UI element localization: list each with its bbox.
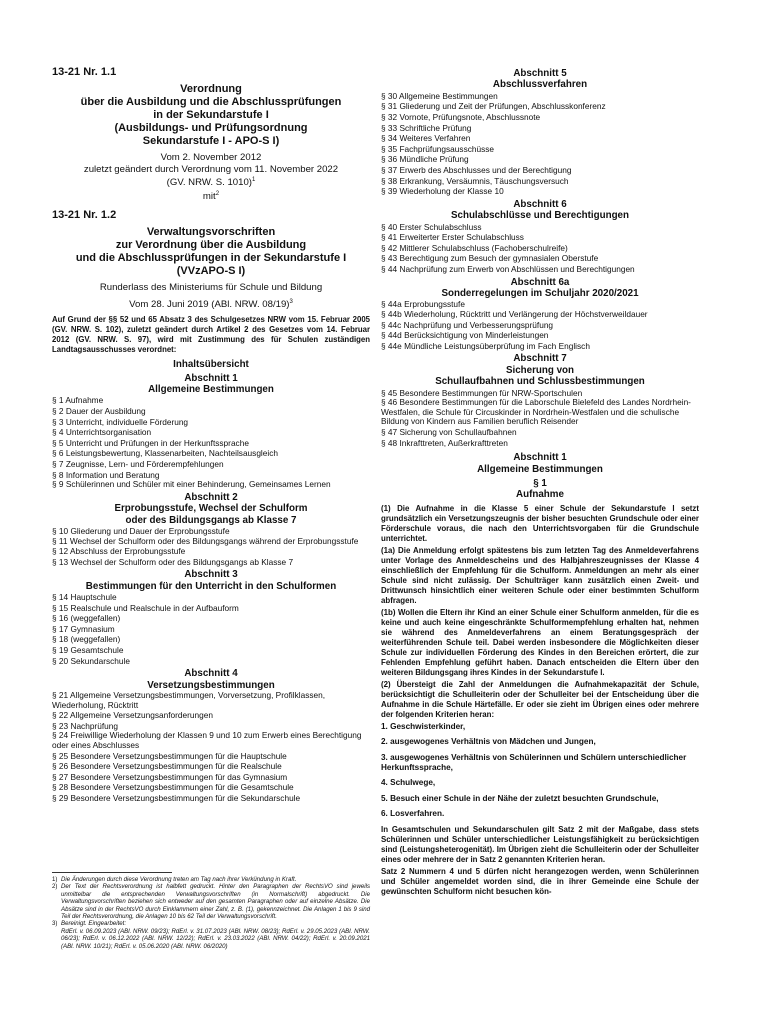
body-paragraph: (1a) Die Anmeldung erfolgt spätestens bis zum letzten Tag des Anmeldeverfahrens unter Vorlage des Anmeldescheins und des Halbjahreszeugnisses der Klasse 4 einschließlich der Empfehlung für die Schulform. Anmeldungen an mehr als einer Schule sind nicht zulässig. Der Schulträger kann zusätzlich einen Zweit- und Drittwunsch hinsichtlich einer weiteren Schule oder einer bestimmten Schulform abfragen. (381, 545, 699, 605)
footnote-rule (52, 872, 172, 873)
toc-entry: § 24 Freiwillige Wiederholung der Klassen 9 und 10 zum Erwerb eines Berechtigung oder eines Abschlusses (52, 730, 362, 751)
section-heading: Abschnitt 4 Versetzungsbestimmungen (147, 668, 275, 691)
footnote-text: Die Änderungen durch diese Verordnung treten am Tag nach ihrer Verkündung in Kraft. (61, 876, 297, 883)
toc-entry: § 44a Erprobungsstufe (381, 299, 465, 310)
footnote-number: 3) (52, 920, 58, 928)
toc-entry: § 3 Unterricht, individuelle Förderung (52, 416, 189, 427)
toc-entry: § 38 Erkrankung, Versäumnis, Täuschungsversuch (381, 175, 569, 186)
toc-entry: § 32 Vornote, Prüfungsnote, Abschlussnote (381, 112, 541, 122)
body-paragraph: Satz 2 Nummern 4 und 5 dürfen nicht herangezogen werden, wenn Schülerinnen und Schüler angemeldet worden sind, die in ihrer Gemeinde eine Schule der gewünschten Schulform nicht besuchen kön- (381, 866, 699, 896)
doc1-id: 13-21 Nr. 1.1 (52, 66, 117, 78)
toc-entry: § 7 Zeugnisse, Lern- und Förderempfehlungen (52, 458, 224, 469)
toc-entry: § 31 Gliederung und Zeit der Prüfungen, Abschlusskonferenz (381, 101, 606, 112)
toc-entry: § 22 Allgemeine Versetzungsanforderungen (52, 710, 213, 721)
toc-entry: § 45 Besondere Bestimmungen für NRW-Sportschulen (381, 387, 583, 398)
section-heading: Abschnitt 5 Abschlussverfahren (492, 68, 588, 91)
left-toc (52, 373, 370, 804)
doc1-mit (52, 189, 370, 203)
toc-entry: § 39 Wiederholung der Klasse 10 (381, 186, 504, 197)
doc2-date (52, 297, 370, 311)
toc-entry: § 41 Erweiterter Erster Schulabschluss (381, 232, 524, 243)
body-paragraphs (381, 504, 699, 720)
toc-entry: § 12 Abschluss der Erprobungsstufe (52, 546, 186, 557)
toc-entry: § 10 Gliederung und Dauer der Erprobungsstufe (52, 525, 230, 536)
footnote (52, 920, 370, 950)
section-heading: Abschnitt 3 Bestimmungen für den Unterricht in den Schulformen (85, 569, 337, 592)
toc-entry: § 9 Schülerinnen und Schüler mit einer Behinderung, Gemeinsames Lernen (52, 479, 331, 490)
doc1-gv (52, 175, 370, 189)
criteria-item: 6. Losverfahren. (381, 809, 445, 819)
criteria-item: 4. Schulwege, (381, 778, 436, 788)
doc1-gv-text: (GV. NRW. S. 1010) (166, 177, 252, 189)
toc-entry: § 2 Dauer der Ausbildung (52, 405, 146, 416)
toc-entry: § 13 Wechsel der Schulform oder des Bildungsgangs ab Klasse 7 (52, 556, 294, 567)
footnote-text: Bereinigt. Eingearbeitet: RdErl. v. 06.09.2023 (ABl. NRW. 09/23); RdErl. v. 31.07.2023 (ABl. NRW. 08/23); RdErl. v. 29.05.2023 (ABl. NRW. 06/23); RdErl. v. 06.12.2022 (ABl. NRW. 12/22); RdErl. v. 23.03.2022 (ABl. NRW. 04/22); RdErl. v. 20.09.2021 (ABl. NRW. 10/21); RdErl. v. 05.06.2020 (ABl. NRW. 06/2020) (61, 920, 370, 950)
section-heading: Abschnitt 6a Sonderregelungen im Schuljahr 2020/2021 (441, 276, 639, 299)
footnote (52, 876, 370, 883)
toc-entry: § 29 Besondere Versetzungsbestimmungen für die Sekundarschule (52, 793, 301, 803)
toc-entry: § 34 Weiteres Verfahren (381, 133, 471, 144)
part-heading: Abschnitt 1 Allgemeine Bestimmungen (477, 452, 603, 475)
footnote-ref-2: 2 (215, 190, 220, 197)
footnote-text: Der Text der Rechtsverordnung ist halbfett gedruckt. Hinter den Paragraphen der RechtsVO sind jeweils unmittelbar die entsprechenden Verwaltungsvorschriften (in Normalschrift) abgedruckt. Die Verwaltungsvorschriften beziehen sich entweder auf den gesamten Paragraphen oder auf einzelne Absätze. Die Absätze sind in der RechtsVO durch Einklammern einer Zahl, z. B. (1), gekennzeichnet. Die Anlagen 1 bis 9 sind Teil der Rechtsverordnung, die Anlagen 10 bis 62 Teil der Verwaltungsvorschrift. (61, 883, 370, 921)
doc1-title: Verordnung über die Ausbildung und die Abschlussprüfungen in der Sekundarstufe I (Ausbildungs- und Prüfungsordnung Sekundarstufe I - APO-S I) (80, 83, 342, 147)
toc-entry: § 33 Schriftliche Prüfung (381, 122, 472, 133)
toc-entry: § 30 Allgemeine Bestimmungen (381, 90, 498, 101)
after-paragraphs (381, 825, 699, 897)
toc-entry: § 43 Berechtigung zum Besuch der gymnasialen Oberstufe (381, 253, 599, 264)
criteria-item: 2. ausgewogenes Verhältnis von Mädchen und Jungen, (381, 737, 596, 747)
footnote-number: 1) (52, 876, 58, 883)
toc-entry: § 42 Mittlerer Schulabschluss (Fachoberschulreife) (381, 242, 568, 253)
doc1-mit-text: mit (202, 191, 216, 203)
toc-entry: § 44e Mündliche Leistungsüberprüfung im Fach Englisch (381, 340, 590, 351)
toc-entry: § 11 Wechsel der Schulform oder des Bildungsgangs während der Erprobungsstufe (52, 535, 359, 546)
toc-entry: § 16 (weggefallen) (52, 613, 121, 624)
toc-entry: § 25 Besondere Versetzungsbestimmungen für die Hauptschule (52, 750, 287, 761)
footnote (52, 883, 370, 920)
toc-entry: § 44d Berücksichtigung von Minderleistungen (381, 330, 549, 341)
right-toc (381, 68, 699, 448)
section-heading: Abschnitt 6 Schulabschlüsse und Berechtigungen (450, 198, 629, 222)
criteria-item: 1. Geschwisterkinder, (381, 721, 466, 731)
toc-entry: § 47 Sicherung von Schullaufbahnen (381, 426, 517, 437)
section-heading: Abschnitt 2 Erprobungsstufe, Wechsel der Schulform oder des Bildungsgangs ab Klasse 7 (114, 491, 308, 526)
body-paragraph: (1b) Wollen die Eltern ihr Kind an einer Schule einer Schulform anmelden, für die es keine und auch keine eingeschränkte Schulformempfehlung erhalten hat, nehmen sie während des Anmeldeverfahrens an einem Beratungsgespräch der weiterführenden Schule teil. Dabei werden insbesondere die Möglichkeiten dieser Schule zur individuellen Förderung des Kindes in den Bereichen erörtert, die zur Fehlenden Empfehlung geführt haben. Danach entscheiden die Eltern über den weiteren Bildungsgang ihres Kindes in der Sekundarstufe I. (381, 607, 699, 677)
toc-entry: § 8 Information und Beratung (52, 469, 160, 480)
toc-entry: § 1 Aufnahme (52, 395, 104, 406)
toc-entry: § 14 Hauptschule (52, 592, 117, 603)
toc-entry: § 44b Wiederholung, Rücktritt und Verlängerung der Höchstverweildauer (381, 308, 648, 319)
section-heading: Abschnitt 7 Sicherung von Schullaufbahnen und Schlussbestimmungen (435, 353, 645, 388)
toc-entry: § 20 Sekundarschule (52, 655, 130, 666)
body-paragraph: (2) Übersteigt die Zahl der Anmeldungen die Aufnahmekapazität der Schule, berücksichtigt die Schulleiterin oder der Schulleiter bei der Entscheidung über die Aufnahme in die Schule Härtefälle. Er oder sie zieht im Übrigen eines oder mehrere der folgenden Kriterien heran: (381, 679, 699, 719)
toc-entry: § 5 Unterricht und Prüfungen in der Herkunftssprache (52, 437, 249, 448)
right-column (381, 66, 699, 899)
footnote-number: 2) (52, 883, 58, 891)
toc-entry: § 4 Unterrichtsorganisation (52, 427, 152, 438)
toc-entry: § 40 Erster Schulabschluss (381, 221, 482, 232)
doc2-date-text: Vom 28. Juni 2019 (ABl. NRW. 08/19) (129, 299, 290, 311)
toc-entry: § 18 (weggefallen) (52, 634, 121, 645)
body-paragraph: In Gesamtschulen und Sekundarschulen gilt Satz 2 mit der Maßgabe, dass stets Schülerinnen und Schüler unterschiedlicher Leistungsfähigkeit zu berücksichtigen sind (Leistungsheterogenität). Im Übrigen zieht die Schulleiterin oder der Schulleiter eines oder mehrere der in Satz 2 genannten Kriterien heran. (381, 824, 699, 864)
left-column (52, 66, 370, 804)
footnote-ref-1: 1 (251, 177, 256, 184)
toc-entry: § 17 Gymnasium (52, 623, 115, 634)
toc-entry: § 28 Besondere Versetzungsbestimmungen für die Gesamtschule (52, 782, 294, 793)
toc-entry: § 23 Nachprüfung (52, 720, 118, 731)
toc-entry: § 35 Fachprüfungsausschüsse (381, 143, 495, 154)
toc-entry: § 15 Realschule und Realschule in der Aufbauform (52, 602, 239, 613)
toc-entry: § 44c Nachprüfung und Verbesserungsprüfung (381, 319, 554, 330)
toc-entry: § 48 Inkrafttreten, Außerkrafttreten (381, 437, 508, 448)
criteria-item: 3. ausgewogenes Verhältnis von Schülerinnen und Schülern unterschiedlicher Herkunftssprache, (381, 752, 687, 772)
toc-entry: § 44 Nachprüfung zum Erwerb von Abschlüssen und Berechtigungen (381, 263, 635, 274)
doc1-amended: zuletzt geändert durch Verordnung vom 11. November 2022 (83, 163, 339, 175)
toc-entry: § 36 Mündliche Prüfung (381, 154, 469, 165)
toc-entry: § 46 Besondere Bestimmungen für die Laborschule Bielefeld des Landes Nordrhein-Westfalen, die Schule für Circuskinder in Nordrhein-Westfalen und die schulische Bildung von Kindern aus Familien beruflich Reisender (381, 397, 691, 427)
toc-entry: § 26 Besondere Versetzungsbestimmungen für die Realschule (52, 761, 282, 772)
toc-entry: § 19 Gesamtschule (52, 645, 124, 656)
intro-paragraph: Auf Grund der §§ 52 und 65 Absatz 3 des Schulgesetzes NRW vom 15. Februar 2005 (GV. NRW. S. 102), zuletzt geändert durch Artikel 2 des Gesetzes vom 14. Februar 2012 (GV. NRW. S. 97), wird mit Zustimmung des für Schulen zuständigen Landtagsausschusses verordnet: (52, 315, 370, 355)
footnote-ref-3: 3 (289, 299, 293, 306)
toc-entry: § 27 Besondere Versetzungsbestimmungen für das Gymnasium (52, 771, 288, 782)
footnotes (52, 876, 370, 950)
criteria-item: 5. Besuch einer Schule in der Nähe der zuletzt besuchten Grundschule, (381, 793, 659, 803)
toc-entry: § 6 Leistungsbewertung, Klassenarbeiten, Nachteilsausgleich (52, 448, 279, 459)
body-paragraph: (1) Die Aufnahme in die Klasse 5 einer Schule der Sekundarstufe I setzt grundsätzlich ein Versetzungszeugnis der bisher besuchten Grundschule oder einer Förderschule voraus, die nach den Unterrichtsvorgaben für die Grundschule unterrichtet. (381, 503, 699, 543)
doc2-issuer: Runderlass des Ministeriums für Schule und Bildung (99, 281, 323, 293)
criteria-list (381, 722, 699, 820)
paragraph-heading: § 1 Aufnahme (516, 477, 564, 501)
toc-entry: § 37 Erwerb des Abschlusses und der Berechtigung (381, 164, 572, 175)
toc-heading: Inhaltsübersicht (173, 359, 249, 371)
doc1-date: Vom 2. November 2012 (160, 152, 262, 163)
doc2-title: Verwaltungsvorschriften zur Verordnung über die Ausbildung und die Abschlussprüfungen in der Sekundarstufe I (VVzAPO-S I) (75, 225, 347, 277)
toc-entry: § 21 Allgemeine Versetzungsbestimmungen, Vorversetzung, Profilklassen, Wiederholung, Rücktritt (52, 690, 326, 710)
section-heading: Abschnitt 1 Allgemeine Bestimmungen (148, 372, 274, 395)
doc2-id: 13-21 Nr. 1.2 (52, 208, 117, 221)
